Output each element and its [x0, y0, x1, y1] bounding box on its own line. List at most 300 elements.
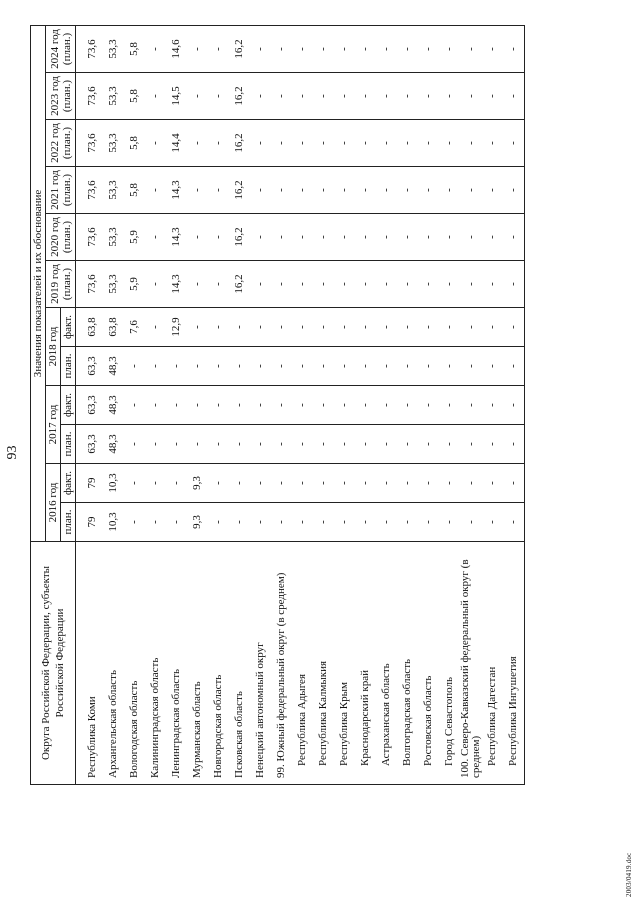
value-cell: - — [271, 214, 292, 261]
value-cell: - — [145, 25, 166, 72]
value-cell: - — [418, 261, 439, 308]
value-cell: - — [334, 167, 355, 214]
table-body — [76, 25, 525, 784]
value-cell: - — [208, 25, 229, 72]
region-name-cell: 99. Южный федеральный округ (в среднем) — [271, 542, 292, 785]
value-cell: 63,3 — [76, 347, 104, 386]
table-row — [334, 25, 355, 784]
value-cell: - — [376, 261, 397, 308]
table-header — [31, 25, 76, 784]
value-cell: 73,6 — [76, 167, 104, 214]
region-name-cell: Новгородская область — [208, 542, 229, 785]
value-cell: 16,2 — [229, 261, 250, 308]
value-cell: - — [418, 386, 439, 425]
indicator-table — [30, 25, 525, 785]
header-fact: факт. — [61, 308, 76, 347]
value-cell: - — [376, 347, 397, 386]
value-cell: - — [250, 464, 271, 503]
table-row — [292, 25, 313, 784]
value-cell: - — [397, 308, 418, 347]
value-cell: 73,6 — [76, 120, 104, 167]
value-cell: - — [166, 347, 187, 386]
table-row — [124, 25, 145, 784]
value-cell: - — [460, 73, 482, 120]
value-cell: - — [482, 25, 503, 72]
value-cell: - — [187, 73, 208, 120]
value-cell: - — [229, 308, 250, 347]
value-cell: - — [250, 214, 271, 261]
page-number: 93 — [5, 445, 20, 460]
header-plan: план. — [61, 425, 76, 464]
value-cell: - — [271, 261, 292, 308]
header-plan-year: 2022 год (план.) — [46, 120, 76, 167]
table-row — [187, 25, 208, 784]
value-cell: - — [376, 503, 397, 542]
value-cell: - — [313, 261, 334, 308]
header-fact: факт. — [61, 464, 76, 503]
value-cell: - — [292, 167, 313, 214]
value-cell: - — [397, 503, 418, 542]
value-cell: - — [355, 347, 376, 386]
table-row — [376, 25, 397, 784]
value-cell: 63,8 — [76, 308, 104, 347]
value-cell: - — [376, 386, 397, 425]
value-cell: 73,6 — [76, 25, 104, 72]
value-cell: - — [460, 25, 482, 72]
region-name-cell: Псковская область — [229, 542, 250, 785]
value-cell: - — [145, 308, 166, 347]
value-cell: - — [439, 25, 460, 72]
value-cell: - — [439, 73, 460, 120]
value-cell: - — [418, 425, 439, 464]
value-cell: - — [292, 425, 313, 464]
value-cell: - — [229, 347, 250, 386]
value-cell: - — [503, 347, 525, 386]
value-cell: - — [250, 503, 271, 542]
value-cell: - — [376, 120, 397, 167]
value-cell: - — [397, 347, 418, 386]
file-name: 2003/0419.doc — [625, 852, 633, 897]
value-cell: 5,9 — [124, 214, 145, 261]
value-cell: - — [334, 464, 355, 503]
value-cell: - — [313, 425, 334, 464]
value-cell: - — [503, 167, 525, 214]
value-cell: - — [292, 25, 313, 72]
table-row — [229, 25, 250, 784]
value-cell: - — [482, 464, 503, 503]
value-cell: - — [355, 120, 376, 167]
value-cell: 5,9 — [124, 261, 145, 308]
header-plan-year: 2023 год (план.) — [46, 73, 76, 120]
value-cell: - — [460, 425, 482, 464]
header-plan-year: 2020 год (план.) — [46, 214, 76, 261]
value-cell: - — [355, 503, 376, 542]
value-cell: - — [503, 73, 525, 120]
table-row — [418, 25, 439, 784]
value-cell: - — [397, 261, 418, 308]
value-cell: - — [439, 464, 460, 503]
value-cell: - — [355, 73, 376, 120]
value-cell: - — [397, 464, 418, 503]
region-name-cell: Астраханская область — [376, 542, 397, 785]
value-cell: - — [292, 261, 313, 308]
value-cell: - — [145, 214, 166, 261]
value-cell: - — [439, 120, 460, 167]
value-cell: 12,9 — [166, 308, 187, 347]
value-cell: - — [208, 120, 229, 167]
value-cell: - — [292, 120, 313, 167]
value-cell: 14,3 — [166, 167, 187, 214]
value-cell: 9,3 — [187, 464, 208, 503]
value-cell: 79 — [76, 464, 104, 503]
value-cell: - — [482, 386, 503, 425]
value-cell: - — [271, 120, 292, 167]
region-name-cell: Республика Крым — [334, 542, 355, 785]
table-row — [250, 25, 271, 784]
value-cell: - — [292, 503, 313, 542]
value-cell: - — [460, 386, 482, 425]
value-cell: 14,4 — [166, 120, 187, 167]
table-row — [208, 25, 229, 784]
value-cell: - — [460, 167, 482, 214]
value-cell: - — [145, 261, 166, 308]
value-cell: - — [187, 214, 208, 261]
value-cell: - — [187, 120, 208, 167]
region-name-cell: Республика Дагестан — [482, 542, 503, 785]
value-cell: - — [271, 503, 292, 542]
value-cell: - — [250, 167, 271, 214]
value-cell: - — [482, 261, 503, 308]
value-cell: - — [334, 347, 355, 386]
value-cell: - — [271, 167, 292, 214]
value-cell: 16,2 — [229, 120, 250, 167]
value-cell: - — [187, 425, 208, 464]
region-name-cell: Мурманская область — [187, 542, 208, 785]
region-name-cell: Калининградская область — [145, 542, 166, 785]
value-cell: - — [187, 25, 208, 72]
value-cell: - — [166, 386, 187, 425]
value-cell: - — [208, 308, 229, 347]
value-cell: - — [355, 425, 376, 464]
value-cell: - — [250, 308, 271, 347]
value-cell: 53,3 — [103, 73, 124, 120]
value-cell: - — [418, 347, 439, 386]
value-cell: - — [334, 503, 355, 542]
value-cell: - — [397, 25, 418, 72]
value-cell: - — [439, 347, 460, 386]
value-cell: - — [439, 167, 460, 214]
value-cell: - — [334, 73, 355, 120]
value-cell: - — [334, 308, 355, 347]
value-cell: 79 — [76, 503, 104, 542]
value-cell: 48,3 — [103, 386, 124, 425]
value-cell: - — [271, 347, 292, 386]
region-name-cell: Город Севастополь — [439, 542, 460, 785]
table-row — [503, 25, 525, 784]
value-cell: - — [292, 464, 313, 503]
value-cell: - — [503, 425, 525, 464]
value-cell: 53,3 — [103, 214, 124, 261]
value-cell: - — [460, 503, 482, 542]
value-cell: 14,3 — [166, 214, 187, 261]
value-cell: - — [145, 167, 166, 214]
value-cell: - — [313, 386, 334, 425]
region-name-cell: Ленинградская область — [166, 542, 187, 785]
value-cell: 7,6 — [124, 308, 145, 347]
region-name-cell: Республика Адыгея — [292, 542, 313, 785]
value-cell: - — [503, 386, 525, 425]
value-cell: - — [208, 167, 229, 214]
value-cell: - — [250, 261, 271, 308]
value-cell: - — [418, 308, 439, 347]
value-cell: - — [124, 464, 145, 503]
value-cell: - — [208, 214, 229, 261]
value-cell: - — [229, 503, 250, 542]
value-cell: 14,3 — [166, 261, 187, 308]
value-cell: - — [355, 25, 376, 72]
value-cell: - — [418, 167, 439, 214]
value-cell: - — [208, 261, 229, 308]
value-cell: - — [313, 167, 334, 214]
value-cell: - — [376, 167, 397, 214]
value-cell: - — [250, 120, 271, 167]
value-cell: 5,8 — [124, 167, 145, 214]
value-cell: - — [355, 261, 376, 308]
region-name-cell: Краснодарский край — [355, 542, 376, 785]
value-cell: - — [187, 308, 208, 347]
value-cell: - — [439, 308, 460, 347]
value-cell: - — [397, 386, 418, 425]
value-cell: - — [187, 347, 208, 386]
value-cell: - — [482, 503, 503, 542]
value-cell: - — [145, 425, 166, 464]
value-cell: - — [418, 120, 439, 167]
table-row — [145, 25, 166, 784]
value-cell: - — [313, 503, 334, 542]
value-cell: 73,6 — [76, 261, 104, 308]
region-name-cell: Ростовская область — [418, 542, 439, 785]
value-cell: - — [271, 386, 292, 425]
value-cell: 10,3 — [103, 503, 124, 542]
region-name-cell: Республика Калмыкия — [313, 542, 334, 785]
value-cell: - — [503, 464, 525, 503]
value-cell: - — [460, 261, 482, 308]
value-cell: - — [376, 464, 397, 503]
value-cell: - — [460, 464, 482, 503]
value-cell: - — [482, 120, 503, 167]
value-cell: - — [418, 503, 439, 542]
value-cell: - — [313, 120, 334, 167]
value-cell: 14,5 — [166, 73, 187, 120]
value-cell: - — [124, 347, 145, 386]
value-cell: - — [250, 386, 271, 425]
value-cell: - — [376, 308, 397, 347]
value-cell: 48,3 — [103, 347, 124, 386]
table-row — [397, 25, 418, 784]
value-cell: - — [334, 214, 355, 261]
value-cell: - — [397, 214, 418, 261]
value-cell: - — [145, 464, 166, 503]
header-year: 2017 год — [46, 386, 61, 464]
value-cell: - — [208, 464, 229, 503]
value-cell: - — [376, 25, 397, 72]
value-cell: - — [124, 386, 145, 425]
value-cell: - — [145, 347, 166, 386]
header-values-title: Значения показателей и их обоснование — [31, 25, 46, 541]
value-cell: - — [229, 386, 250, 425]
table-row — [166, 25, 187, 784]
value-cell: - — [124, 503, 145, 542]
header-plan-year: 2024 год (план.) — [46, 25, 76, 72]
value-cell: - — [271, 464, 292, 503]
value-cell: - — [208, 425, 229, 464]
value-cell: - — [355, 308, 376, 347]
value-cell: - — [418, 464, 439, 503]
value-cell: - — [482, 308, 503, 347]
value-cell: - — [482, 347, 503, 386]
value-cell: - — [271, 25, 292, 72]
value-cell: - — [355, 214, 376, 261]
region-name-cell: Волгоградская область — [397, 542, 418, 785]
table-row — [439, 25, 460, 784]
value-cell: - — [145, 120, 166, 167]
table-row — [76, 25, 104, 784]
region-name-cell: Архангельская область — [103, 542, 124, 785]
header-plan: план. — [61, 347, 76, 386]
region-name-cell: Ненецкий автономный округ — [250, 542, 271, 785]
value-cell: - — [166, 464, 187, 503]
value-cell: 9,3 — [187, 503, 208, 542]
value-cell: - — [439, 386, 460, 425]
value-cell: 5,8 — [124, 120, 145, 167]
value-cell: - — [187, 386, 208, 425]
value-cell: 5,8 — [124, 25, 145, 72]
value-cell: - — [397, 120, 418, 167]
value-cell: 73,6 — [76, 73, 104, 120]
value-cell: 16,2 — [229, 167, 250, 214]
value-cell: - — [503, 261, 525, 308]
value-cell: - — [460, 120, 482, 167]
value-cell: - — [250, 25, 271, 72]
value-cell: - — [439, 503, 460, 542]
table-row — [482, 25, 503, 784]
value-cell: - — [460, 347, 482, 386]
table-row — [460, 25, 482, 784]
value-cell: - — [334, 120, 355, 167]
value-cell: 16,2 — [229, 25, 250, 72]
value-cell: - — [482, 73, 503, 120]
value-cell: - — [376, 214, 397, 261]
value-cell: - — [439, 425, 460, 464]
value-cell: - — [460, 308, 482, 347]
value-cell: - — [229, 425, 250, 464]
value-cell: - — [439, 261, 460, 308]
value-cell: - — [376, 425, 397, 464]
value-cell: - — [271, 308, 292, 347]
value-cell: - — [334, 386, 355, 425]
value-cell: - — [355, 464, 376, 503]
value-cell: - — [208, 503, 229, 542]
value-cell: - — [439, 214, 460, 261]
value-cell: 48,3 — [103, 425, 124, 464]
header-fact: факт. — [61, 386, 76, 425]
value-cell: - — [292, 347, 313, 386]
value-cell: - — [271, 425, 292, 464]
value-cell: - — [355, 386, 376, 425]
value-cell: - — [376, 73, 397, 120]
value-cell: - — [250, 347, 271, 386]
value-cell: - — [355, 167, 376, 214]
region-name-cell: Республика Коми — [76, 542, 104, 785]
value-cell: - — [397, 73, 418, 120]
value-cell: - — [397, 425, 418, 464]
value-cell: - — [271, 73, 292, 120]
header-plan-year: 2019 год (план.) — [46, 261, 76, 308]
value-cell: 63,8 — [103, 308, 124, 347]
value-cell: - — [503, 25, 525, 72]
value-cell: 53,3 — [103, 167, 124, 214]
value-cell: - — [418, 214, 439, 261]
value-cell: - — [124, 425, 145, 464]
value-cell: - — [313, 308, 334, 347]
value-cell: - — [145, 503, 166, 542]
value-cell: 16,2 — [229, 214, 250, 261]
table-row — [355, 25, 376, 784]
value-cell: - — [460, 214, 482, 261]
value-cell: 16,2 — [229, 73, 250, 120]
value-cell: - — [166, 503, 187, 542]
value-cell: - — [503, 120, 525, 167]
value-cell: 53,3 — [103, 261, 124, 308]
value-cell: - — [418, 73, 439, 120]
value-cell: - — [334, 261, 355, 308]
region-name-cell: Республика Ингушетия — [503, 542, 525, 785]
value-cell: - — [292, 386, 313, 425]
value-cell: - — [208, 386, 229, 425]
header-plan: план. — [61, 503, 76, 542]
value-cell: - — [334, 425, 355, 464]
value-cell: - — [250, 425, 271, 464]
table-row — [313, 25, 334, 784]
value-cell: - — [482, 425, 503, 464]
value-cell: 14,6 — [166, 25, 187, 72]
table-row — [103, 25, 124, 784]
value-cell: - — [145, 386, 166, 425]
value-cell: - — [313, 73, 334, 120]
value-cell: 10,3 — [103, 464, 124, 503]
value-cell: 63,3 — [76, 425, 104, 464]
value-cell: - — [250, 73, 271, 120]
value-cell: 5,8 — [124, 73, 145, 120]
value-cell: - — [208, 73, 229, 120]
value-cell: - — [313, 347, 334, 386]
header-year: 2018 год — [46, 308, 61, 386]
value-cell: - — [334, 25, 355, 72]
value-cell: - — [229, 464, 250, 503]
value-cell: - — [166, 425, 187, 464]
value-cell: - — [145, 73, 166, 120]
value-cell: - — [187, 261, 208, 308]
value-cell: - — [313, 464, 334, 503]
table-row — [271, 25, 292, 784]
value-cell: 73,6 — [76, 214, 104, 261]
value-cell: - — [313, 25, 334, 72]
value-cell: - — [482, 167, 503, 214]
header-plan-year: 2021 год (план.) — [46, 167, 76, 214]
region-name-cell: 100. Северо-Кавказский федеральный округ (в среднем) — [460, 542, 482, 785]
value-cell: 53,3 — [103, 120, 124, 167]
header-year: 2016 год — [46, 464, 61, 542]
